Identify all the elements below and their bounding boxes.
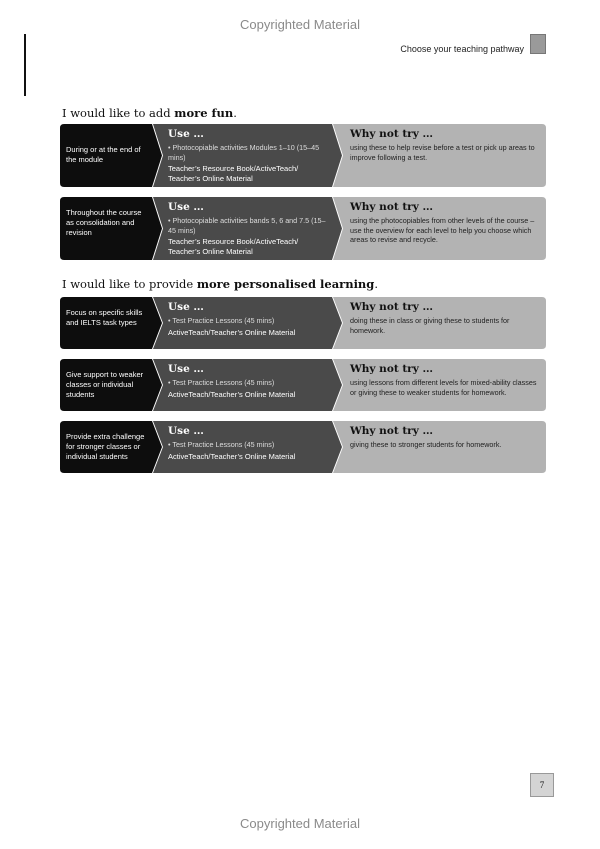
why-text: using lessons from different levels for mixed-ability classes or giving these to weaker students for homework.	[350, 378, 537, 397]
use-cell	[168, 363, 328, 400]
pathway-row	[60, 421, 546, 473]
why-heading: Why not try …	[350, 128, 433, 140]
pathway-row	[60, 124, 546, 187]
section-heading-personalised	[62, 277, 378, 291]
use-item: • Photocopiable activities Modules 1–10 (15–45 mins)	[168, 143, 320, 162]
why-cell	[350, 425, 540, 450]
heading-bold: more fun	[174, 106, 234, 120]
page-number: 7	[530, 773, 554, 797]
pathway-row	[60, 359, 546, 411]
why-heading: Why not try …	[350, 201, 433, 213]
use-item: • Photocopiable activities bands 5, 6 and 7.5 (15–45 mins)	[168, 216, 326, 235]
use-cell	[168, 425, 328, 462]
use-source: ActiveTeach/Teacher’s Online Material	[168, 451, 296, 461]
watermark-bottom: Copyrighted Material	[240, 816, 360, 831]
use-source: Teacher’s Resource Book/ActiveTeach/ Teacher’s Online Material	[168, 237, 299, 256]
row-context: Throughout the course as consolidation and revision	[66, 208, 142, 237]
use-heading: Use …	[168, 201, 204, 213]
why-text: giving these to stronger students for homework.	[350, 440, 502, 449]
why-cell	[350, 363, 540, 397]
why-text: using the photocopiables from other levels of the course – use the overview for each level to help you choose which areas to revise and recycle.	[350, 216, 535, 244]
use-item: • Test Practice Lessons (45 mins)	[168, 316, 275, 325]
use-source: ActiveTeach/Teacher’s Online Material	[168, 389, 296, 399]
why-cell	[350, 301, 540, 335]
use-cell	[168, 301, 328, 338]
use-heading: Use …	[168, 363, 204, 375]
why-heading: Why not try …	[350, 363, 433, 375]
heading-bold: more personalised learning	[196, 277, 375, 291]
why-heading: Why not try …	[350, 425, 433, 437]
use-cell	[168, 201, 328, 257]
header-title: Choose your teaching pathway	[400, 44, 524, 54]
heading-prefix: I would like to add	[62, 106, 175, 120]
use-heading: Use …	[168, 425, 204, 437]
header-tab	[530, 34, 546, 54]
row-context: Give support to weaker classes or individual students	[66, 370, 144, 399]
why-text: using these to help revise before a test or pick up areas to improve following a test.	[350, 143, 535, 162]
use-cell	[168, 128, 328, 184]
use-source: Teacher’s Resource Book/ActiveTeach/ Teacher’s Online Material	[168, 164, 299, 183]
use-item: • Test Practice Lessons (45 mins)	[168, 440, 275, 449]
use-item: • Test Practice Lessons (45 mins)	[168, 378, 275, 387]
why-cell	[350, 128, 540, 162]
use-heading: Use …	[168, 128, 204, 140]
heading-prefix: I would like to provide	[62, 277, 197, 291]
use-heading: Use …	[168, 301, 204, 313]
row-context: Focus on specific skills and IELTS task types	[66, 308, 143, 327]
row-context: During or at the end of the module	[66, 145, 141, 164]
watermark-top: Copyrighted Material	[240, 17, 360, 32]
why-heading: Why not try …	[350, 301, 433, 313]
why-text: doing these in class or giving these to students for homework.	[350, 316, 510, 335]
heading-suffix: .	[374, 277, 378, 291]
pathway-row	[60, 197, 546, 260]
section-heading-fun	[62, 106, 237, 120]
use-source: ActiveTeach/Teacher’s Online Material	[168, 327, 296, 337]
why-cell	[350, 201, 540, 245]
pathway-row	[60, 297, 546, 349]
heading-suffix: .	[233, 106, 237, 120]
row-context: Provide extra challenge for stronger classes or individual students	[66, 432, 145, 461]
margin-bar	[24, 34, 26, 96]
